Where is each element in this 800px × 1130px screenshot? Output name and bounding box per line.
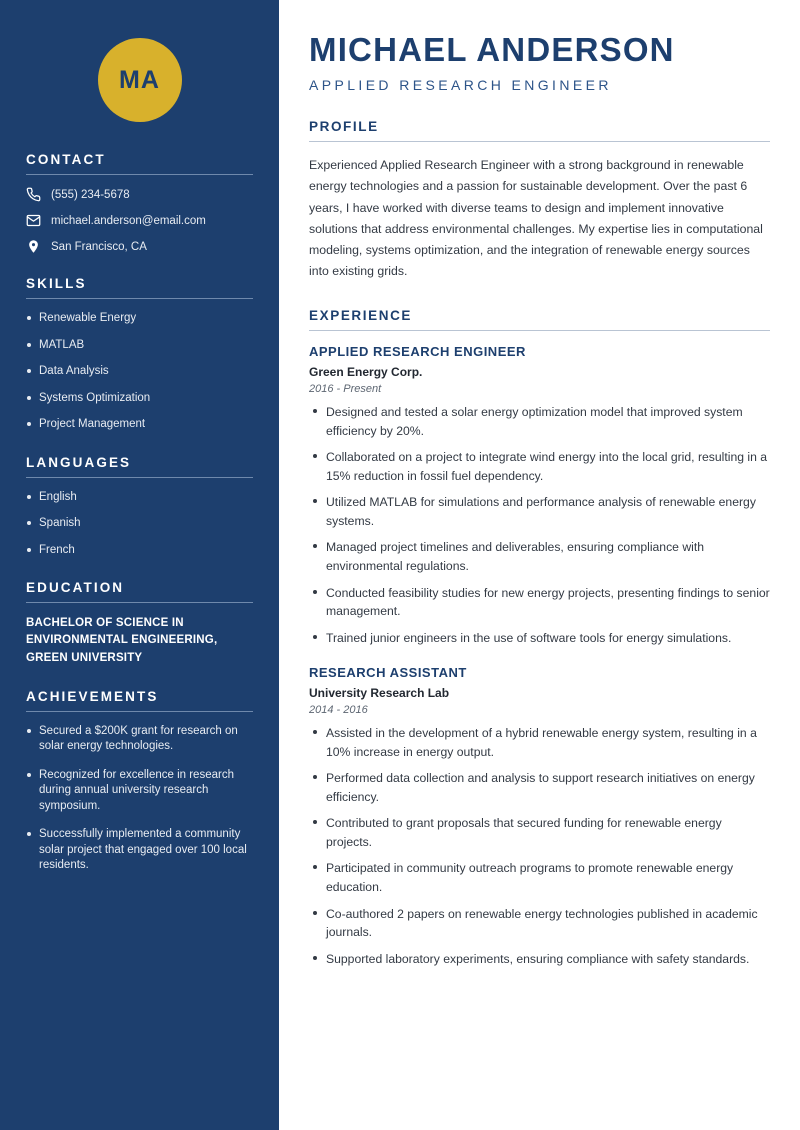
experience-job-title: APPLIED RESEARCH ENGINEER <box>309 344 526 360</box>
experience-entry <box>309 665 770 716</box>
list-item: Secured a $200K grant for research on solar energy technologies. <box>26 724 253 755</box>
languages-section <box>26 455 253 559</box>
education-title: EDUCATION <box>26 580 253 603</box>
list-item: Trained junior engineers in the use of software tools for energy simulations. <box>309 629 770 648</box>
experience-bullets <box>309 403 770 647</box>
experience-company: Green Energy Corp. <box>309 365 423 380</box>
experience-bullets <box>309 724 770 968</box>
envelope-icon <box>26 213 41 228</box>
list-item: English <box>26 490 253 506</box>
page-title: MICHAEL ANDERSON <box>309 31 675 68</box>
contact-phone-value: (555) 234-5678 <box>51 188 130 201</box>
list-item: Contributed to grant proposals that secured funding for renewable energy projects. <box>309 814 770 851</box>
contact-phone <box>26 187 253 202</box>
list-item: Collaborated on a project to integrate wind energy into the local grid, resulting in a 15% reduction in fossil fuel dependency. <box>309 448 770 485</box>
skills-title: SKILLS <box>26 276 253 299</box>
avatar-wrap <box>26 0 253 152</box>
map-pin-icon <box>26 239 41 254</box>
list-item: Supported laboratory experiments, ensuring compliance with safety standards. <box>309 950 770 969</box>
list-item: Utilized MATLAB for simulations and performance analysis of renewable energy systems. <box>309 493 770 530</box>
list-item: Conducted feasibility studies for new energy projects, presenting findings to senior management. <box>309 584 770 621</box>
list-item: Recognized for excellence in research during annual university research symposium. <box>26 768 253 815</box>
experience-entry <box>309 344 770 395</box>
list-item: MATLAB <box>26 338 253 354</box>
list-item: Participated in community outreach programs to promote renewable energy education. <box>309 859 770 896</box>
job-role-subtitle: APPLIED RESEARCH ENGINEER <box>309 77 612 94</box>
skills-section <box>26 276 253 433</box>
list-item: Performed data collection and analysis to support research initiatives on energy efficiency. <box>309 769 770 806</box>
contact-section <box>26 152 253 254</box>
list-item: Co-authored 2 papers on renewable energy technologies published in academic journals. <box>309 905 770 942</box>
education-section <box>26 580 253 667</box>
achievements-title: ACHIEVEMENTS <box>26 689 253 712</box>
list-item: Designed and tested a solar energy optimization model that improved system efficiency by 20%. <box>309 403 770 440</box>
main-content <box>279 0 800 1130</box>
list-item: Systems Optimization <box>26 391 253 407</box>
languages-list <box>26 490 253 559</box>
experience-company: University Research Lab <box>309 686 450 701</box>
contact-email-value: michael.anderson@email.com <box>51 214 206 227</box>
profile-text: Experienced Applied Research Engineer with a strong background in renewable energy technologies and a passion for sustainable development. Over the past 6 years, I have worked with diverse teams to design and implement innovative solutions that address environmental challenges. My expertise lies in computational modeling, systems optimization, and the integration of renewable energy sources into existing grids. <box>309 158 763 278</box>
achievements-section <box>26 689 253 874</box>
avatar: MA <box>98 38 182 122</box>
list-item: Project Management <box>26 417 253 433</box>
achievements-list <box>26 724 253 874</box>
experience-job-title: RESEARCH ASSISTANT <box>309 665 467 681</box>
contact-title: CONTACT <box>26 152 253 175</box>
profile-section <box>309 119 770 282</box>
list-item: Managed project timelines and deliverables, ensuring compliance with environmental regulations. <box>309 538 770 575</box>
skills-list <box>26 311 253 433</box>
profile-title: PROFILE <box>309 119 770 142</box>
phone-icon <box>26 187 41 202</box>
sidebar <box>0 0 279 1130</box>
list-item: Renewable Energy <box>26 311 253 327</box>
list-item: Assisted in the development of a hybrid renewable energy system, resulting in a 10% increase in energy output. <box>309 724 770 761</box>
list-item: Data Analysis <box>26 364 253 380</box>
experience-dates: 2014 - 2016 <box>309 704 368 717</box>
languages-title: LANGUAGES <box>26 455 253 478</box>
contact-location-value: San Francisco, CA <box>51 240 147 253</box>
experience-dates: 2016 - Present <box>309 383 382 396</box>
list-item: French <box>26 543 253 559</box>
experience-section <box>309 308 770 968</box>
education-degree: BACHELOR OF SCIENCE IN ENVIRONMENTAL ENGINEERING, GREEN UNIVERSITY <box>26 617 218 664</box>
contact-email <box>26 213 253 228</box>
contact-location <box>26 239 253 254</box>
list-item: Spanish <box>26 516 253 532</box>
experience-title: EXPERIENCE <box>309 308 770 331</box>
list-item: Successfully implemented a community solar project that engaged over 100 local residents. <box>26 827 253 874</box>
